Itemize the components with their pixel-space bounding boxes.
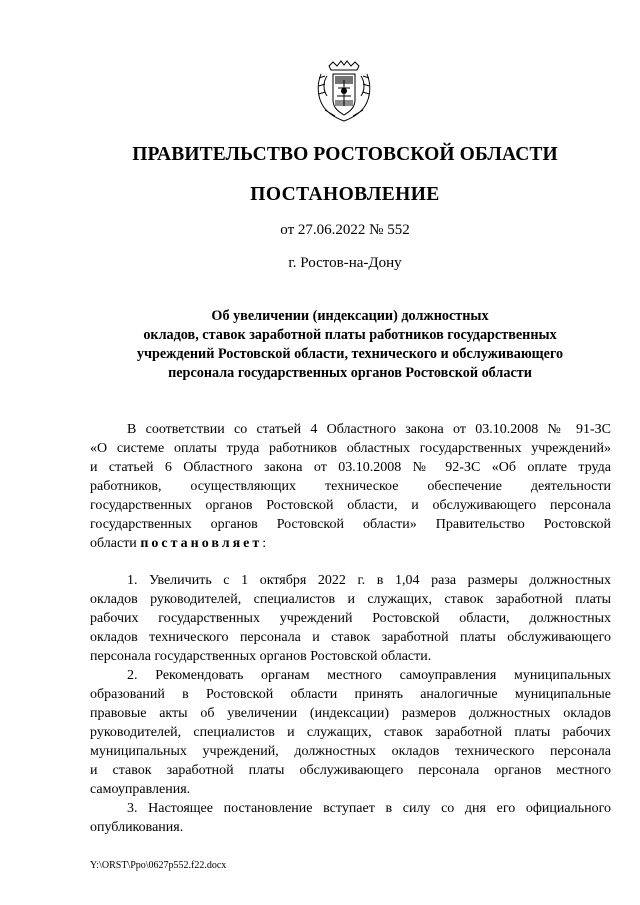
decree-items bbox=[90, 571, 611, 837]
government-title: ПРАВИТЕЛЬСТВО РОСТОВСКОЙ ОБЛАСТИ bbox=[132, 144, 558, 165]
preamble-paragraph bbox=[90, 420, 611, 553]
item-1-line: рабочих государственных учреждений Ростовской области, должностных bbox=[90, 611, 611, 626]
preamble-line: работников, осуществляющих техническое обеспечение деятельности bbox=[90, 479, 611, 494]
document-type-title: ПОСТАНОВЛЕНИЕ bbox=[250, 184, 440, 205]
date-number-line: от 27.06.2022 № 552 bbox=[280, 222, 410, 238]
subject-line: Об увеличении (индексации) должностных bbox=[211, 308, 489, 324]
item-2-line: правовые акты об увеличении (индексации) размеров должностных окладов bbox=[90, 706, 611, 721]
item-2-line: и ставок заработной платы обслуживающего персонала органов местного bbox=[90, 763, 611, 778]
preamble-line: государственных органов Ростовской области, и обслуживающего персонала bbox=[90, 498, 611, 513]
preamble-line: «О системе оплаты труда работников областных государственных учреждений» bbox=[90, 441, 611, 456]
subject-line: учреждений Ростовской области, технического и обслуживающего bbox=[136, 346, 564, 362]
preamble-last-suffix: : bbox=[262, 536, 267, 551]
preamble-last-line bbox=[90, 534, 611, 553]
file-path-footer: Y:\ORST\Ppo\0627p552.f22.docx bbox=[90, 860, 227, 871]
preamble-last-prefix: области bbox=[90, 536, 141, 551]
item-1-line: окладов технического персонала и ставок заработной платы обслуживающего bbox=[90, 630, 611, 645]
item-2-line: самоуправления. bbox=[90, 782, 191, 797]
subject-line: персонала государственных органов Ростовской области bbox=[168, 365, 532, 381]
item-2-line: муниципальных учреждений, должностных окладов технического персонала bbox=[90, 744, 611, 759]
subject-line: окладов, ставок заработной платы работников государственных bbox=[143, 327, 557, 343]
item-3-line: опубликования. bbox=[90, 820, 184, 835]
item-2-line: 2. Рекомендовать органам местного самоуправления муниципальных bbox=[127, 668, 611, 683]
preamble-line: и статьей 6 Областного закона от 03.10.2008 № 92-ЗС «Об оплате труда bbox=[90, 460, 611, 475]
document-subject bbox=[90, 307, 610, 383]
item-2-line: образований в Ростовской области принять аналогичные муниципальные bbox=[90, 687, 611, 702]
item-1-line: окладов руководителей, специалистов и служащих, ставок заработной платы bbox=[90, 592, 611, 607]
preamble-line: В соответствии со статьей 4 Областного закона от 03.10.2008 № 91-ЗС bbox=[127, 422, 611, 437]
item-2-line: руководителей, специалистов и служащих, ставок заработной платы рабочих bbox=[90, 725, 611, 740]
preamble-line: государственных органов Ростовской области» Правительство Ростовской bbox=[90, 517, 611, 532]
item-3-line: 3. Настоящее постановление вступает в силу со дня его официального bbox=[127, 801, 611, 816]
city-line: г. Ростов-на-Дону bbox=[288, 255, 402, 271]
item-1-line: персонала государственных органов Ростовской области. bbox=[90, 649, 432, 664]
coat-of-arms-icon bbox=[313, 60, 375, 124]
decree-word: постановляет bbox=[140, 536, 263, 551]
item-1-line: 1. Увеличить с 1 октября 2022 г. в 1,04 раза размеры должностных bbox=[127, 573, 611, 588]
